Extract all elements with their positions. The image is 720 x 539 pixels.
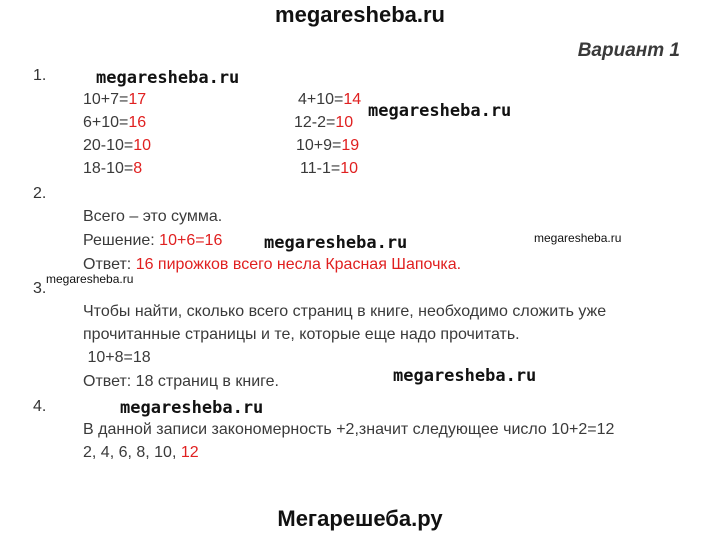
task-1-left-row-4: 18-10=8	[83, 160, 143, 177]
watermark: megaresheba.ru	[120, 398, 264, 418]
task-2-line-1: Всего – это сумма.	[83, 208, 223, 225]
task-1-number: 1.	[33, 67, 47, 84]
task-1-left-row-3: 20-10=10	[83, 137, 152, 154]
task-1-right-row-3: 10+9=19	[296, 137, 360, 154]
task-3-line-1: Чтобы найти, сколько всего страниц в книге, необходимо сложить уже	[83, 303, 607, 320]
task-3-number: 3.	[33, 280, 47, 297]
task-3-answer: Ответ: 18 страниц в книге.	[83, 373, 279, 390]
task-2-answer: Ответ: 16 пирожков всего несла Красная Шапочка.	[83, 256, 462, 273]
task-3-line-3: 10+8=18	[83, 349, 151, 366]
task-4-number: 4.	[33, 398, 47, 415]
task-1-left-row-1: 10+7=17	[83, 91, 147, 108]
task-1-left-row-2: 6+10=16	[83, 114, 147, 131]
task-1-right-row-4: 11-1=10	[300, 160, 358, 177]
site-title: megaresheba.ru	[275, 2, 445, 27]
task-2-number: 2.	[33, 185, 47, 202]
task-2-solution: Решение: 10+6=16	[83, 232, 223, 249]
task-4-sequence: 2, 4, 6, 8, 10, 12	[83, 444, 199, 461]
variant-heading: Вариант 1	[577, 40, 680, 61]
watermark: megaresheba.ru	[368, 101, 512, 121]
watermark: megaresheba.ru	[393, 366, 537, 386]
watermark: megaresheba.ru	[46, 272, 134, 286]
watermark: megaresheba.ru	[264, 233, 408, 253]
task-1-right-row-1: 4+10=14	[298, 91, 362, 108]
task-1-right-row-2: 12-2=10	[294, 114, 354, 131]
bottom-site-title: Мегарешеба.ру	[277, 506, 443, 531]
task-3-line-2: прочитанные страницы и те, которые еще надо прочитать.	[83, 326, 520, 343]
watermark: megaresheba.ru	[534, 231, 622, 245]
watermark: megaresheba.ru	[96, 68, 240, 88]
task-4-line-1: В данной записи закономерность +2,значит следующее число 10+2=12	[83, 421, 615, 438]
